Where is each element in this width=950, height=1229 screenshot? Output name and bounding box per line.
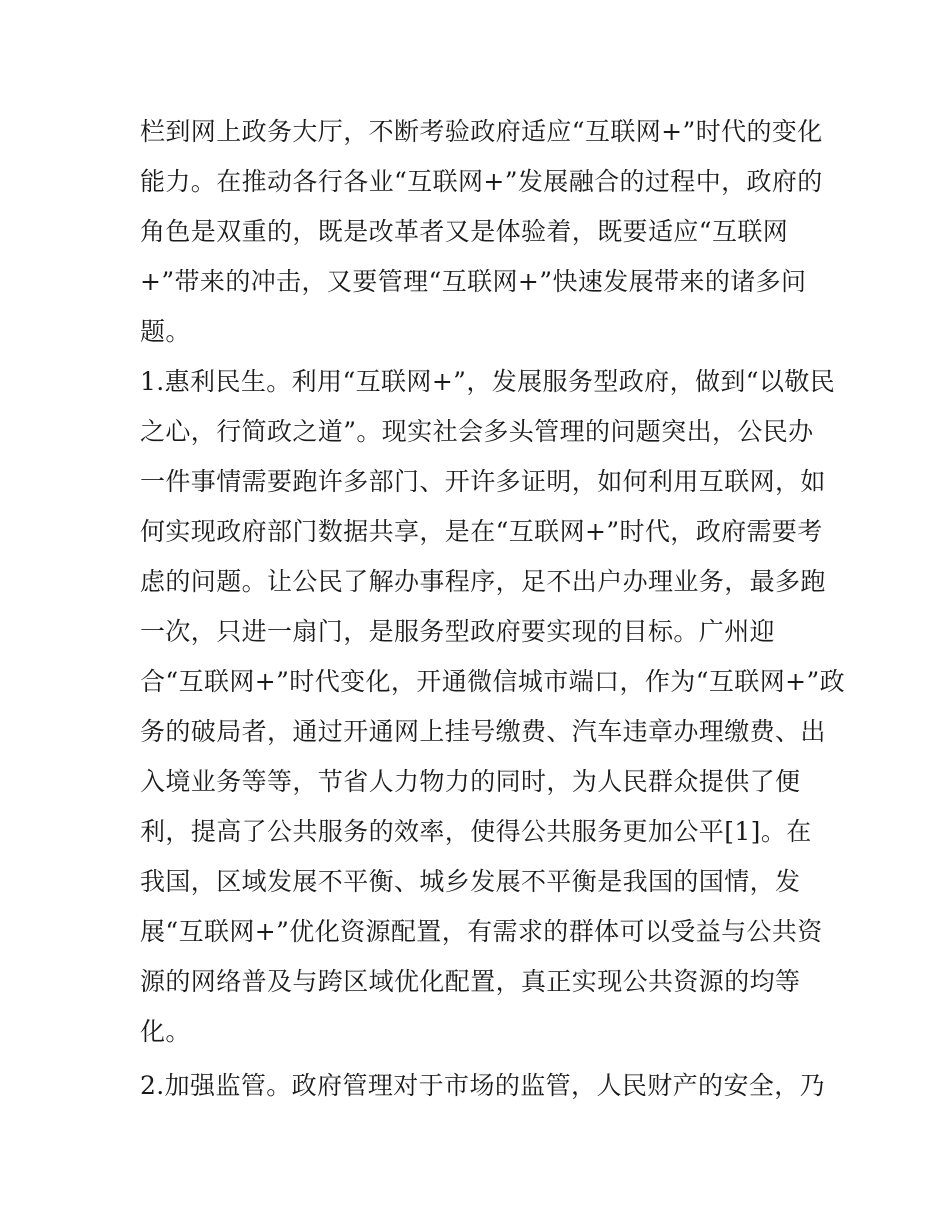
- text-line: 入境业务等等，节省人力物力的同时，为人民群众提供了便: [140, 767, 801, 796]
- text-line: 1.惠利民生。利用“互联网+”，发展服务型政府，做到“以敬民: [140, 367, 836, 396]
- text-line: 我国，区域发展不平衡、城乡发展不平衡是我国的国情，发: [140, 867, 801, 896]
- text-line: 务的破局者，通过开通网上挂号缴费、汽车违章办理缴费、出: [140, 717, 826, 746]
- text-line: 一件事情需要跑许多部门、开许多证明，如何利用互联网，如: [140, 467, 826, 496]
- text-line: 化。: [140, 1017, 191, 1046]
- text-line: 题。: [140, 317, 191, 346]
- text-line: 之心，行简政之道”。现实社会多头管理的问题突出，公民办: [140, 417, 814, 446]
- text-line: 栏到网上政务大厅，不断考验政府适应“互联网+”时代的变化: [140, 117, 823, 146]
- text-line: 一次，只进一扇门，是服务型政府要实现的目标。广州迎: [140, 617, 776, 646]
- text-line: 何实现政府部门数据共享，是在“互联网+”时代，政府需要考: [140, 517, 823, 546]
- text-line: 源的网络普及与跨区域优化配置，真正实现公共资源的均等: [140, 967, 801, 996]
- text-line: 合“互联网+”时代变化，开通微信城市端口，作为“互联网+”政: [140, 667, 846, 696]
- text-line: 利，提高了公共服务的效率，使得公共服务更加公平[1]。在: [140, 817, 812, 846]
- text-line: 展“互联网+”优化资源配置，有需求的群体可以受益与公共资: [140, 917, 823, 946]
- text-line: 2.加强监管。政府管理对于市场的监管，人民财产的安全，乃: [140, 1071, 826, 1100]
- text-line: 虑的问题。让公民了解办事程序，足不出户办理业务，最多跑: [140, 567, 826, 596]
- text-line: +”带来的冲击，又要管理“互联网+”快速发展带来的诸多问: [140, 267, 807, 296]
- text-line: 能力。在推动各行各业“互联网+”发展融合的过程中，政府的: [140, 167, 823, 196]
- text-line: 角色是双重的，既是改革者又是体验着，既要适应“互联网: [140, 217, 789, 246]
